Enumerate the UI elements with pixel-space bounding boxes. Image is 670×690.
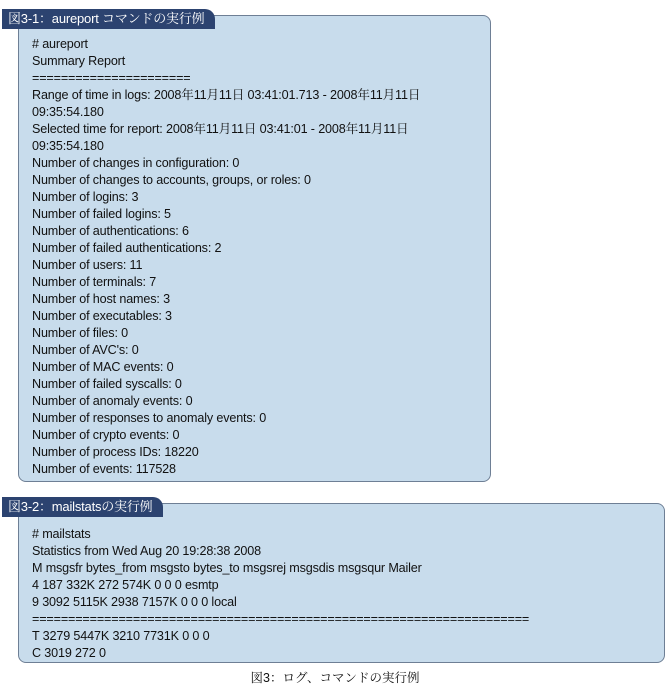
- figure-3-2-label: 図3-2：mailstatsの実行例: [2, 497, 163, 517]
- code-line: Number of responses to anomaly events: 0: [32, 411, 267, 425]
- code-line: Number of terminals: 7: [32, 275, 157, 289]
- code-line: Number of events: 117528: [32, 462, 176, 476]
- code-line: Number of process IDs: 18220: [32, 445, 199, 459]
- code-line: Number of changes in configuration: 0: [32, 156, 240, 170]
- code-line: Number of files: 0: [32, 326, 128, 340]
- code-line: # aureport: [32, 37, 88, 51]
- code-line: Number of failed authentications: 2: [32, 241, 222, 255]
- code-line: =====================================================================: [32, 612, 530, 626]
- aureport-output: [32, 36, 420, 478]
- code-line: Number of AVC's: 0: [32, 343, 139, 357]
- code-line: 09:35:54.180: [32, 105, 104, 119]
- code-line: Number of executables: 3: [32, 309, 172, 323]
- code-line: 4 187 332K 272 574K 0 0 0 esmtp: [32, 578, 219, 592]
- code-line: Number of users: 11: [32, 258, 143, 272]
- figure-3-1-code-box: [18, 15, 491, 482]
- code-line: Number of logins: 3: [32, 190, 139, 204]
- code-line: Number of MAC events: 0: [32, 360, 174, 374]
- code-line: Number of host names: 3: [32, 292, 170, 306]
- code-line: Number of failed syscalls: 0: [32, 377, 182, 391]
- code-line: Range of time in logs: 2008年11月11日 03:41:01.713 - 2008年11月11日: [32, 88, 421, 102]
- mailstats-output: [32, 526, 529, 662]
- code-line: Number of anomaly events: 0: [32, 394, 193, 408]
- code-line: Number of failed logins: 5: [32, 207, 171, 221]
- code-line: T 3279 5447K 3210 7731K 0 0 0: [32, 629, 210, 643]
- code-line: Statistics from Wed Aug 20 19:28:38 2008: [32, 544, 261, 558]
- code-line: # mailstats: [32, 527, 91, 541]
- figure-3-2-code-box: [18, 503, 665, 663]
- code-line: 09:35:54.180: [32, 139, 104, 153]
- figure-3-1-label: 図3-1：aureport コマンドの実行例: [2, 9, 215, 29]
- code-line: Number of authentications: 6: [32, 224, 189, 238]
- figure-3-caption: 図3：ログ、コマンドの実行例: [250, 671, 420, 685]
- code-line: C 3019 272 0: [32, 646, 106, 660]
- code-line: Selected time for report: 2008年11月11日 03:41:01 - 2008年11月11日: [32, 122, 409, 136]
- code-line: M msgsfr bytes_from msgsto bytes_to msgsrej msgsdis msgsqur Mailer: [32, 561, 422, 575]
- code-line: Number of changes to accounts, groups, or roles: 0: [32, 173, 311, 187]
- code-line: 9 3092 5115K 2938 7157K 0 0 0 local: [32, 595, 237, 609]
- code-line: ======================: [32, 71, 191, 85]
- code-line: Summary Report: [32, 54, 126, 68]
- code-line: Number of crypto events: 0: [32, 428, 180, 442]
